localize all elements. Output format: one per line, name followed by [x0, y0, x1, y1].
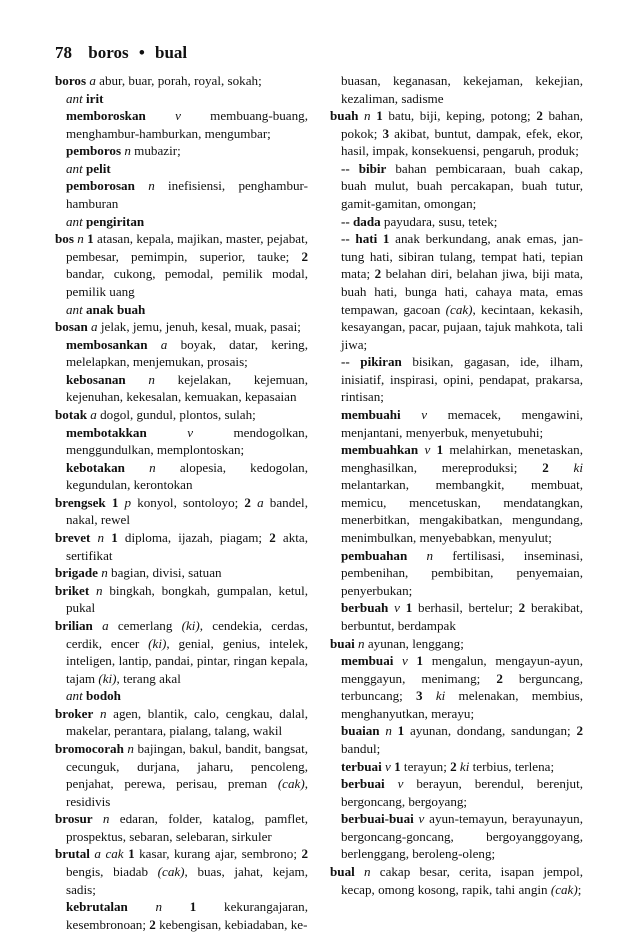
bold-term: 1: [407, 653, 424, 669]
definition-text: ayunan, dondang, sandungan;: [404, 723, 577, 739]
italic-label: n: [121, 143, 131, 159]
bold-term: 2: [374, 266, 382, 282]
sub-entry: [55, 142, 308, 160]
bold-term: pengiritan: [82, 213, 145, 229]
definition-text: kasar, kurang ajar, sembrono;: [134, 846, 302, 862]
italic-label: a cak: [89, 846, 124, 862]
bold-term: 2: [301, 248, 308, 264]
definition-text: bengis, biadab: [66, 864, 158, 880]
bold-term: 1: [83, 231, 94, 247]
italic-label: ant: [66, 688, 83, 704]
italic-label: n: [89, 582, 103, 598]
bold-term: brosur: [55, 811, 93, 827]
sub-entry: [330, 775, 583, 810]
definition-text: agen, blantik, calo, cengkau, dalal, makelar, perantara, pialang, talang, wakil: [66, 705, 308, 739]
definition-text: bingkah, bongkah, gumpalan, ketul, pukal: [66, 582, 309, 616]
bold-term: 1: [391, 723, 405, 739]
italic-label: ant: [66, 90, 83, 106]
definition-text: payudara, susu, tetek;: [380, 213, 498, 229]
italic-label: n: [97, 565, 108, 581]
bold-term: berbuah: [341, 600, 389, 616]
italic-label: n: [354, 635, 365, 651]
definition-text: atasan, kepala, majikan, master, pejabat, pembesar, pemimpin, superior, tauke;: [66, 231, 308, 264]
definition-text: membuang-buang, menghambur-hamburkan, mengumbar;: [66, 108, 308, 141]
definition-text: bahan, pokok;: [341, 108, 584, 141]
bold-term: membotakkan: [66, 424, 147, 440]
sub-entry: [330, 599, 583, 634]
bold-term: brigade: [55, 565, 98, 581]
antonym-line: [55, 301, 308, 319]
headword-entry: [55, 617, 308, 687]
italic-label: (cak): [550, 881, 578, 897]
definition-text: bandar, cukong, pemodal, pemilik modal, pemilik uang: [66, 266, 308, 299]
definition-text: edaran, folder, katalog, pamflet, prospektus, sebaran, selebaran, sirkuler: [66, 811, 308, 844]
antonym-line: [55, 687, 308, 705]
bold-term: broker: [55, 705, 94, 721]
italic-label: v: [388, 600, 400, 616]
definition-text: mengalun, mengayun-ayun, menggayun, menimang;: [341, 653, 583, 686]
headword-entry: [55, 72, 308, 90]
sub-entry: [330, 758, 583, 776]
italic-label: n: [73, 231, 84, 247]
italic-label: n: [124, 459, 156, 475]
italic-label: v: [413, 811, 425, 827]
bold-term: pemboros: [66, 143, 122, 159]
italic-label: ki: [456, 758, 470, 774]
continued-entry: [330, 72, 583, 107]
definition-text: memacek, mengawini, menjantani, menyerbuk, menyetubuhi;: [341, 406, 583, 440]
sub-entry: [330, 406, 583, 441]
bold-term: brevet: [55, 530, 91, 546]
sub-entry: [55, 107, 308, 142]
headword-entry: [55, 740, 308, 810]
headword-entry: [55, 564, 308, 582]
headword-entry: [55, 845, 308, 898]
definition-text: fertilisasi, inseminasi, pembenihan, pembibitan, penyemaian, penyerbukan;: [341, 547, 583, 598]
definition-text: bahan pembicaraan, buah cakap, buah mulut, buah percakapan, buah tutur, gamit-gamitan, omongan;: [341, 160, 583, 212]
bold-term: anak buah: [82, 301, 146, 317]
definition-text: cakap besar, cerita, isapan jempol, kecap, omong kosong, rapik, tahi angin: [341, 864, 583, 897]
italic-label: a: [86, 73, 96, 88]
right-column: [330, 72, 583, 898]
italic-label: v: [400, 406, 428, 422]
bold-term: kebrutalan: [66, 899, 128, 915]
italic-label: v: [146, 424, 194, 440]
page-number: 78: [55, 43, 72, 62]
bold-term: membuahi: [341, 406, 401, 422]
bold-term: kebotakan: [66, 459, 125, 475]
italic-label: n: [93, 705, 107, 721]
definition-text: , cendekia, cerdas, cerdik, encer: [66, 617, 308, 651]
antonym-line: [55, 160, 308, 178]
sub-entry: [330, 547, 583, 600]
bold-term: membuai: [341, 653, 394, 669]
italic-label: v: [393, 653, 408, 669]
bold-term: bos: [55, 231, 74, 247]
definition-text: , terang akal: [116, 670, 181, 686]
definition-text: alopesia, kedogolan, kegundulan, kerontokan: [66, 459, 308, 493]
bold-term: 2: [269, 530, 276, 546]
italic-label: n: [379, 723, 392, 739]
definition-text: bandul;: [341, 740, 381, 756]
italic-label: ant: [66, 160, 83, 176]
bold-term: botak: [55, 406, 88, 422]
sub-entry: [330, 722, 583, 757]
italic-label: ki: [422, 688, 446, 704]
definition-text: , kecintaan, kekasih, kesayangan, pacar, pujaan, tajuk mahkota, tali jiwa;: [341, 301, 584, 352]
definition-text: inefisiensi, penghambur-hamburan: [66, 178, 308, 212]
italic-label: v: [145, 108, 181, 124]
definition-text: buasan, keganasan, kekejaman, kekejian, kezaliman, sadisme: [341, 73, 583, 106]
definition-text: bisikan, gagasan, ide, ilham, inisiatif, inspirasi, opini, pendapat, prakarsa, rintisan;: [341, 354, 583, 405]
bold-term: bual: [330, 864, 355, 880]
definition-text: bagian, divisi, satuan: [107, 565, 222, 581]
italic-label: ant: [66, 301, 83, 317]
italic-label: (ki): [98, 670, 117, 686]
bold-term: briket: [55, 582, 90, 598]
bold-term: 1: [399, 600, 413, 616]
bold-term: 2: [149, 916, 156, 932]
bold-term: 3: [382, 125, 390, 141]
bold-term: buaian: [341, 723, 380, 739]
headword-entry: [55, 582, 308, 617]
definition-text: diploma, ijazah, piagam;: [117, 530, 270, 546]
definition-text: mendogolkan, menggundulkan, memplontoskan;: [66, 424, 308, 458]
running-header: [55, 42, 595, 64]
sub-entry: [330, 160, 583, 213]
italic-label: a: [92, 617, 109, 633]
definition-text: berguncang, terbuncang;: [341, 670, 583, 704]
definition-text: berhasil, bertelur;: [412, 600, 519, 616]
sub-entry: [55, 336, 308, 371]
bold-term: boros: [55, 73, 87, 88]
definition-text: akibat, buntut, dampak, efek, ekor, hasil, impak, konsekuensi, pengaruh, produk;: [341, 125, 583, 159]
bold-term: 2: [542, 459, 549, 475]
definition-text: kejelakan, kejemuan, kejenuhan, kekesalan, kemuakan, kepasaian: [66, 371, 308, 405]
definition-text: anak berkundang, anak emas, jan-tung hati, sibiran tulang, tempat hati, tepian mata;: [341, 231, 583, 282]
bold-term: terbuai: [341, 758, 382, 774]
headword-entry: [330, 107, 583, 160]
headword-entry: [330, 635, 583, 653]
bold-term: 2: [576, 723, 583, 739]
headword-entry: [55, 494, 308, 529]
bold-term: 1: [430, 442, 444, 458]
headword-entry: [55, 230, 308, 300]
sub-entry: [55, 424, 308, 459]
italic-label: p: [118, 494, 132, 510]
italic-label: v: [418, 442, 431, 458]
definition-text: batu, biji, keping, potong;: [382, 108, 537, 124]
definition-text: berayun, berendul, berenjut, bergoncang, bergoyang;: [341, 776, 583, 809]
bold-term: brengsek 1: [55, 494, 119, 510]
left-column: [55, 72, 308, 933]
italic-label: a: [250, 494, 264, 510]
bold-term: memboroskan: [66, 108, 146, 124]
definition-text: konyol, sontoloyo;: [131, 494, 245, 510]
headword-entry: [55, 406, 308, 424]
antonym-line: [55, 90, 308, 108]
bold-term: -- pikiran: [341, 354, 402, 370]
antonym-line: [55, 213, 308, 231]
bold-term: brutal: [55, 846, 90, 862]
italic-label: (ki): [148, 635, 167, 651]
definition-text: jelak, jemu, jenuh, kesal, muak, pasai;: [97, 319, 301, 335]
definition-text: abur, buar, porah, royal, sokah;: [95, 73, 262, 88]
sub-entry: [330, 441, 583, 546]
definition-text: , buas, jahat, kejam, sadis;: [66, 864, 308, 897]
bold-term: bromocorah: [55, 740, 124, 756]
definition-text: terayun;: [400, 758, 451, 774]
bold-term: -- hati 1: [341, 231, 390, 247]
italic-label: n: [92, 811, 110, 827]
italic-label: (cak): [277, 776, 305, 792]
bold-term: 1: [123, 846, 135, 862]
italic-label: a: [147, 336, 168, 352]
bold-term: bosan: [55, 319, 88, 335]
bold-term: 1: [390, 758, 401, 774]
bold-term: berbuai: [341, 776, 385, 792]
headword-entry: [55, 529, 308, 564]
definition-text: , genial, genius, intelek, inteligen, lantip, pandai, pintar, ringan kepala, tajam: [66, 635, 308, 686]
bold-term: 1: [370, 108, 383, 124]
bold-term: pembuahan: [341, 547, 408, 563]
italic-label: (cak): [445, 301, 473, 317]
definition-text: terbius, terlena;: [469, 758, 555, 774]
definition-text: ;: [577, 881, 582, 897]
bold-term: 2: [518, 600, 526, 616]
headword-entry: [55, 810, 308, 845]
headword-entry: [55, 705, 308, 740]
definition-text: ayunan, lenggang;: [364, 635, 464, 651]
italic-label: ki: [548, 459, 583, 475]
definition-text: boyak, datar, kering, melelapkan, menjemukan, prosais;: [66, 336, 308, 370]
italic-label: n: [407, 547, 434, 563]
bold-term: brilian: [55, 617, 93, 633]
sub-entry: [330, 652, 583, 722]
sub-entry: [330, 230, 583, 353]
sub-entry: [55, 459, 308, 494]
definition-text: kebengisan, kebiadaban, ke-: [155, 916, 308, 932]
header-bullet: •: [138, 43, 145, 62]
definition-text: bandel, nakal, rewel: [66, 494, 308, 528]
italic-label: v: [381, 758, 391, 774]
sub-entry: [330, 810, 583, 863]
italic-label: n: [358, 108, 371, 124]
italic-label: n: [354, 864, 371, 880]
definition-text: mubazir;: [130, 143, 181, 159]
definition-text: akta, sertifikat: [66, 530, 308, 563]
bold-term: 2: [450, 758, 457, 774]
italic-label: (ki): [181, 617, 200, 633]
definition-text: kekurangajaran, kesembronoan;: [66, 899, 309, 932]
definition-text: cemerlang: [108, 617, 182, 633]
bold-term: -- dada: [341, 213, 381, 229]
bold-term: buah: [330, 108, 359, 124]
italic-label: ant: [66, 213, 83, 229]
bold-term: membosankan: [66, 336, 148, 352]
bold-term: buai: [330, 635, 355, 651]
definition-text: bajingan, bakul, bandit, bangsat, cecunguk, durjana, jaharu, pencoleng, penjahat, perewa, perisau, preman: [66, 740, 309, 792]
sub-entry: [55, 371, 308, 406]
italic-label: n: [127, 899, 163, 915]
bold-term: membuahkan: [341, 442, 419, 458]
definition-text: melenakan, membius, menghanyutkan, merayu;: [341, 688, 583, 721]
bold-term: bodoh: [82, 688, 121, 704]
bold-term: 1: [104, 530, 118, 546]
italic-label: n: [90, 530, 105, 546]
sub-entry: [330, 353, 583, 406]
bold-term: irit: [82, 90, 104, 106]
bold-term: berbuai-buai: [341, 811, 414, 827]
italic-label: n: [125, 371, 155, 387]
bold-term: 2: [244, 494, 251, 510]
headword-entry: [55, 318, 308, 336]
italic-label: n: [123, 740, 134, 756]
definition-text: dogol, gundul, plontos, sulah;: [96, 406, 256, 422]
sub-entry: [330, 213, 583, 231]
bold-term: 3: [416, 688, 423, 704]
bold-term: -- bibir: [341, 160, 387, 176]
italic-label: v: [384, 776, 404, 792]
definition-text: melahirkan, menetaskan, menghasilkan, mereproduksi;: [341, 442, 583, 475]
definition-text: berakibat, berbuntut, berdampak: [341, 600, 583, 633]
italic-label: n: [134, 178, 155, 194]
definition-text: ayun-temayun, berayunayun, bergoncang-goncang, bergoyanggoyang, berlenggang, beroleng-oleng;: [341, 811, 583, 862]
italic-label: (cak): [157, 864, 185, 880]
bold-term: pelit: [82, 160, 111, 176]
bold-term: 2: [536, 108, 543, 124]
header-first-word: boros: [88, 43, 129, 62]
definition-text: belahan diri, belahan jiwa, biji mata, buah hati, bunga hati, cahaya mata, emas tempawan, gacoan: [341, 266, 584, 317]
sub-entry: [55, 898, 308, 933]
italic-label: a: [87, 319, 98, 335]
header-last-word: bual: [155, 43, 188, 62]
bold-term: 1: [162, 899, 197, 915]
sub-entry: [55, 177, 308, 212]
bold-term: 2: [496, 670, 503, 686]
bold-term: pemborosan: [66, 178, 135, 194]
bold-term: 2: [301, 846, 308, 862]
definition-text: melantarkan, membangkit, membuat, memicu, mencetuskan, mendatangkan, menerbitkan, mengakibatkan, mengundang, menimbulkan, menyebabkan, menyulut;: [341, 477, 583, 546]
definition-text: , residivis: [66, 776, 308, 809]
bold-term: kebosanan: [66, 371, 126, 387]
italic-label: a: [87, 406, 97, 422]
